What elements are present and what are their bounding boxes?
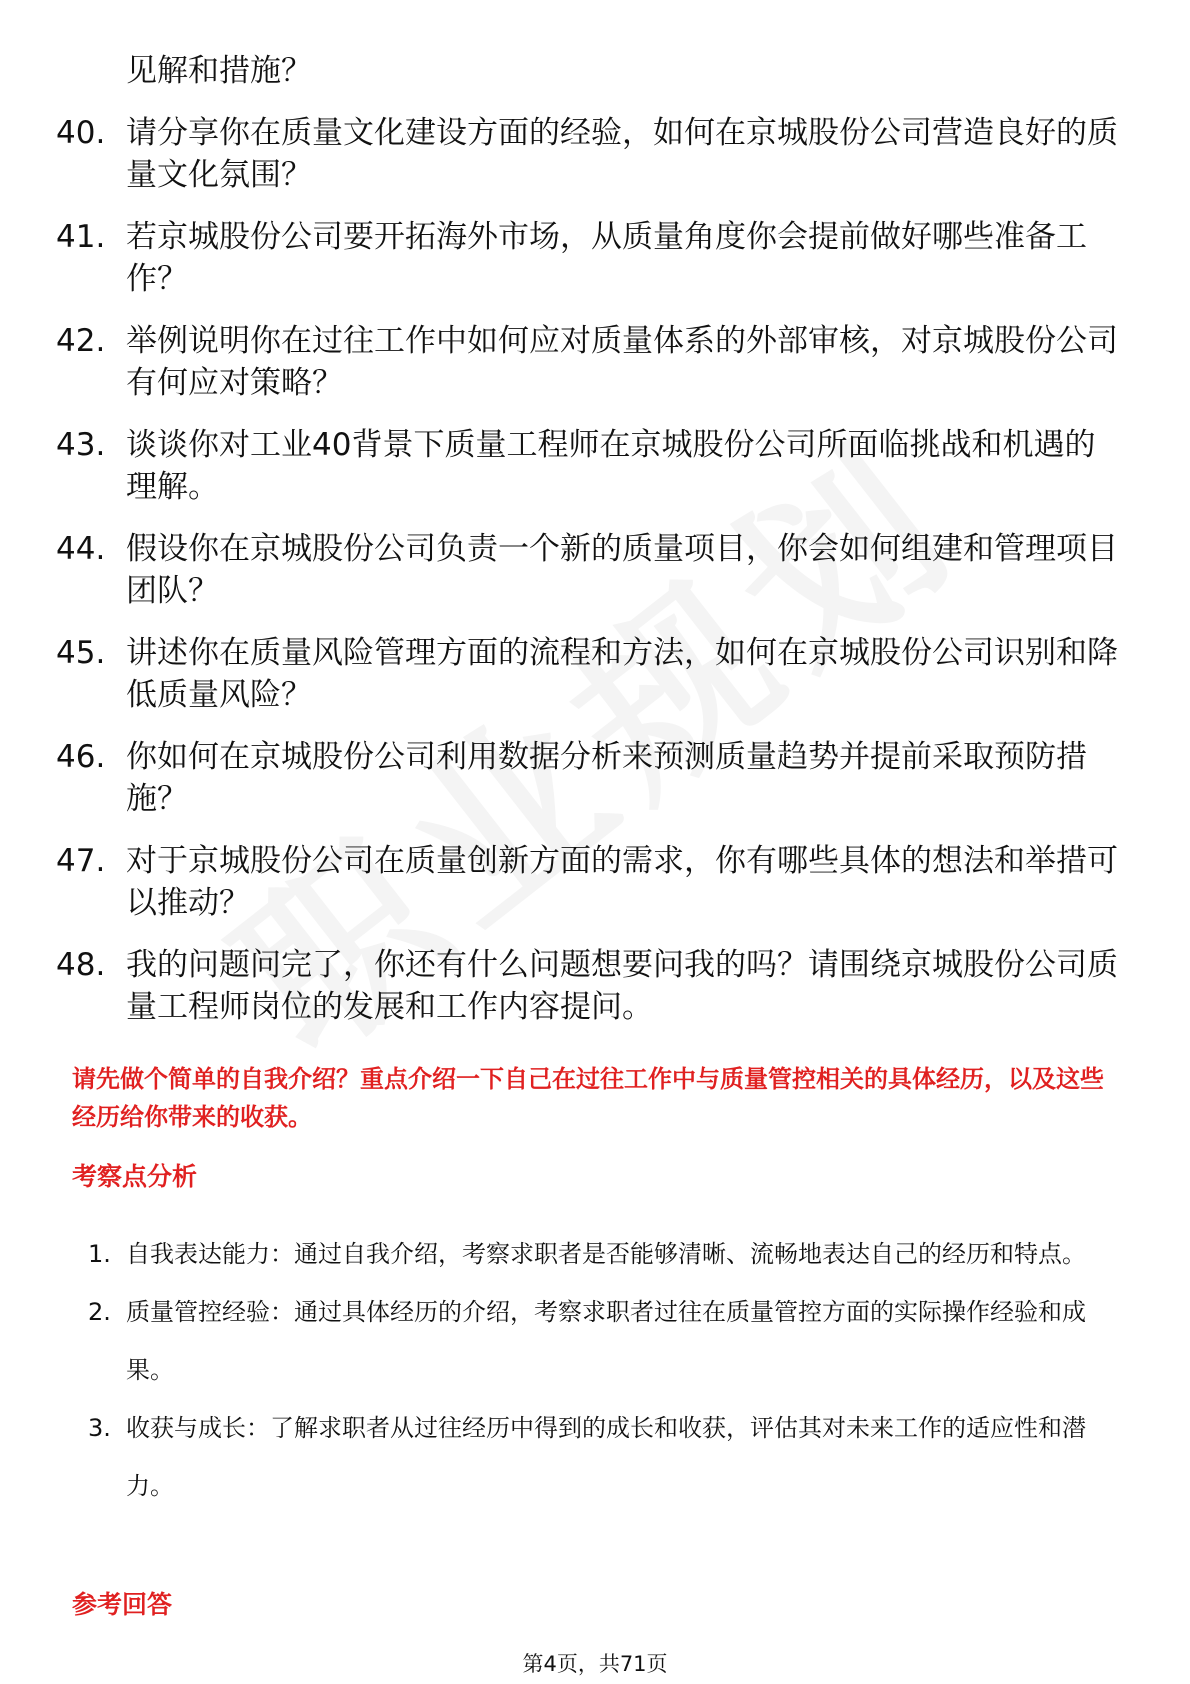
question-number: 44.: [56, 531, 106, 567]
point-number: 1.: [88, 1240, 111, 1268]
point-text: 收获与成长：了解求职者从过往经历中得到的成长和收获，评估其对未来工作的适应性和潜力。: [126, 1414, 1086, 1500]
list-item: [80, 1283, 1120, 1399]
question-number: 41.: [56, 219, 106, 255]
question-number: 48.: [56, 947, 106, 983]
list-item: [56, 632, 1126, 716]
analysis-heading: 考察点分析: [72, 1162, 198, 1191]
question-number: 42.: [56, 323, 106, 359]
list-item: [56, 424, 1126, 508]
list-item: [56, 736, 1126, 820]
page-footer: 第4页，共71页: [522, 1652, 668, 1676]
list-item: [56, 944, 1126, 1028]
question-continuation: [56, 50, 1126, 92]
point-number: 2.: [88, 1298, 111, 1326]
question-list: [56, 50, 1126, 1048]
question-text: 谈谈你对工业40背景下质量工程师在京城股份公司所面临挑战和机遇的理解。: [126, 427, 1096, 505]
analysis-list: [80, 1225, 1120, 1515]
continuation-text: 见解和措施？: [126, 53, 312, 89]
point-text: 质量管控经验：通过具体经历的介绍，考察求职者过往在质量管控方面的实际操作经验和成果。: [126, 1298, 1086, 1384]
question-number: 40.: [56, 115, 106, 151]
list-item: [56, 216, 1126, 300]
list-item: [56, 528, 1126, 612]
highlight-question: 请先做个简单的自我介绍？重点介绍一下自己在过往工作中与质量管控相关的具体经历，以及这些经历给你带来的收获。: [72, 1065, 1104, 1131]
question-number: 43.: [56, 427, 106, 463]
question-text: 请分享你在质量文化建设方面的经验，如何在京城股份公司营造良好的质量文化氛围？: [126, 115, 1118, 193]
list-item: [80, 1399, 1120, 1515]
list-item: [56, 840, 1126, 924]
question-text: 你如何在京城股份公司利用数据分析来预测质量趋势并提前采取预防措施？: [126, 739, 1087, 817]
point-text: 自我表达能力：通过自我介绍，考察求职者是否能够清晰、流畅地表达自己的经历和特点。: [126, 1240, 1086, 1268]
question-text: 举例说明你在过往工作中如何应对质量体系的外部审核，对京城股份公司有何应对策略？: [126, 323, 1118, 401]
question-text: 我的问题问完了，你还有什么问题想要问我的吗？请围绕京城股份公司质量工程师岗位的发展和工作内容提问。: [126, 947, 1118, 1025]
question-text: 讲述你在质量风险管理方面的流程和方法，如何在京城股份公司识别和降低质量风险？: [126, 635, 1118, 713]
question-number: 46.: [56, 739, 106, 775]
question-number: 45.: [56, 635, 106, 671]
list-item: [56, 112, 1126, 196]
list-item: [80, 1225, 1120, 1283]
answer-heading: 参考回答: [72, 1590, 173, 1619]
question-text: 若京城股份公司要开拓海外市场，从质量角度你会提前做好哪些准备工作？: [126, 219, 1087, 297]
point-number: 3.: [88, 1414, 111, 1442]
list-item: [56, 320, 1126, 404]
question-text: 对于京城股份公司在质量创新方面的需求，你有哪些具体的想法和举措可以推动？: [126, 843, 1118, 921]
question-text: 假设你在京城股份公司负责一个新的质量项目，你会如何组建和管理项目团队？: [126, 531, 1118, 609]
question-number: 47.: [56, 843, 106, 879]
